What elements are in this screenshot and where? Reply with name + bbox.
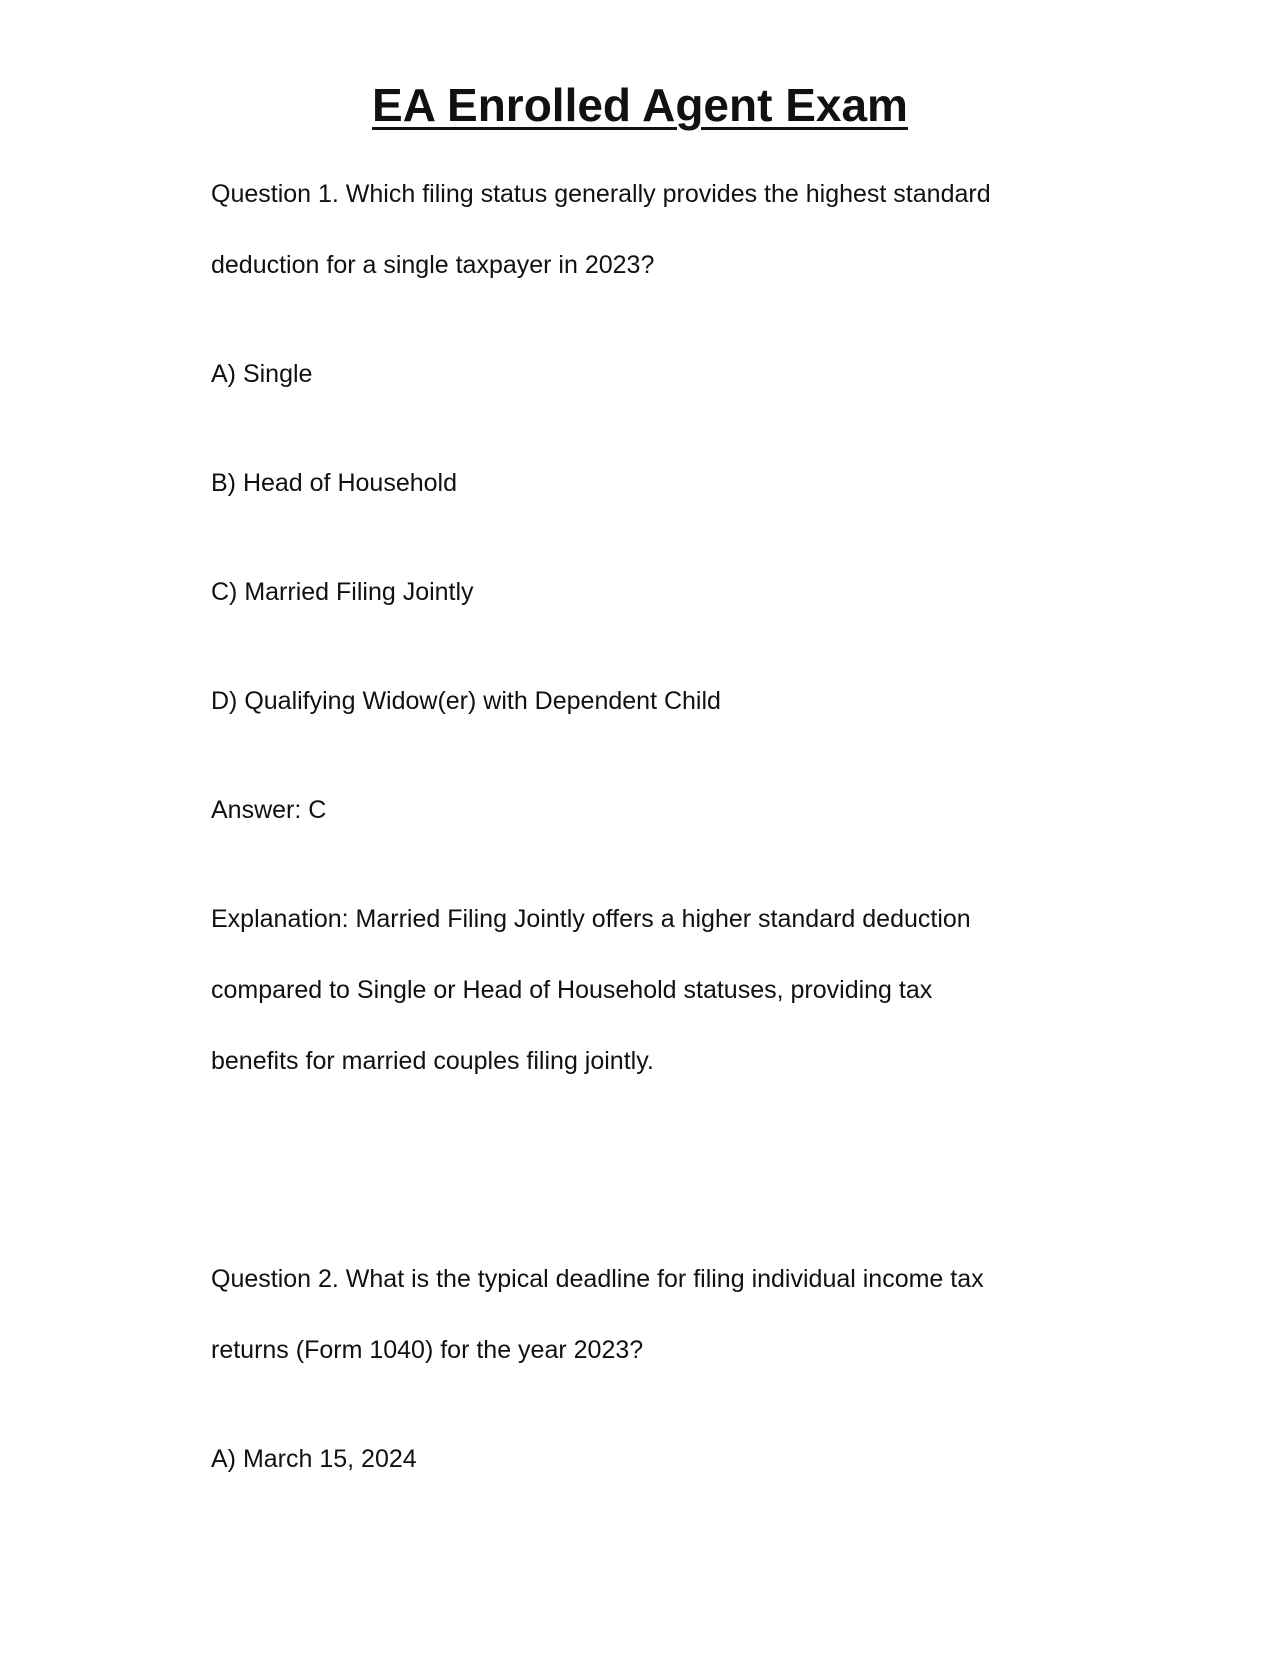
question-1-option-d: D) Qualifying Widow(er) with Dependent Child [211,687,721,715]
question-1-option-c: C) Married Filing Jointly [211,578,474,606]
question-1-explanation-line-1: Explanation: Married Filing Jointly offers a higher standard deduction [211,905,971,933]
question-1-option-b: B) Head of Household [211,469,457,497]
question-1-answer: Answer: C [211,796,327,824]
question-1-option-a: A) Single [211,360,313,388]
question-2-text-line-1: Question 2. What is the typical deadline for filing individual income tax [211,1265,984,1293]
question-1-explanation-line-2: compared to Single or Head of Household statuses, providing tax [211,976,933,1004]
question-2-text-line-2: returns (Form 1040) for the year 2023? [211,1336,644,1364]
question-1-text-line-1: Question 1. Which filing status generally provides the highest standard [211,180,991,208]
document-title: EA Enrolled Agent Exam [372,79,908,131]
question-1-explanation-line-3: benefits for married couples filing jointly. [211,1047,654,1075]
question-2-option-a: A) March 15, 2024 [211,1445,417,1473]
question-1-text-line-2: deduction for a single taxpayer in 2023? [211,251,655,279]
